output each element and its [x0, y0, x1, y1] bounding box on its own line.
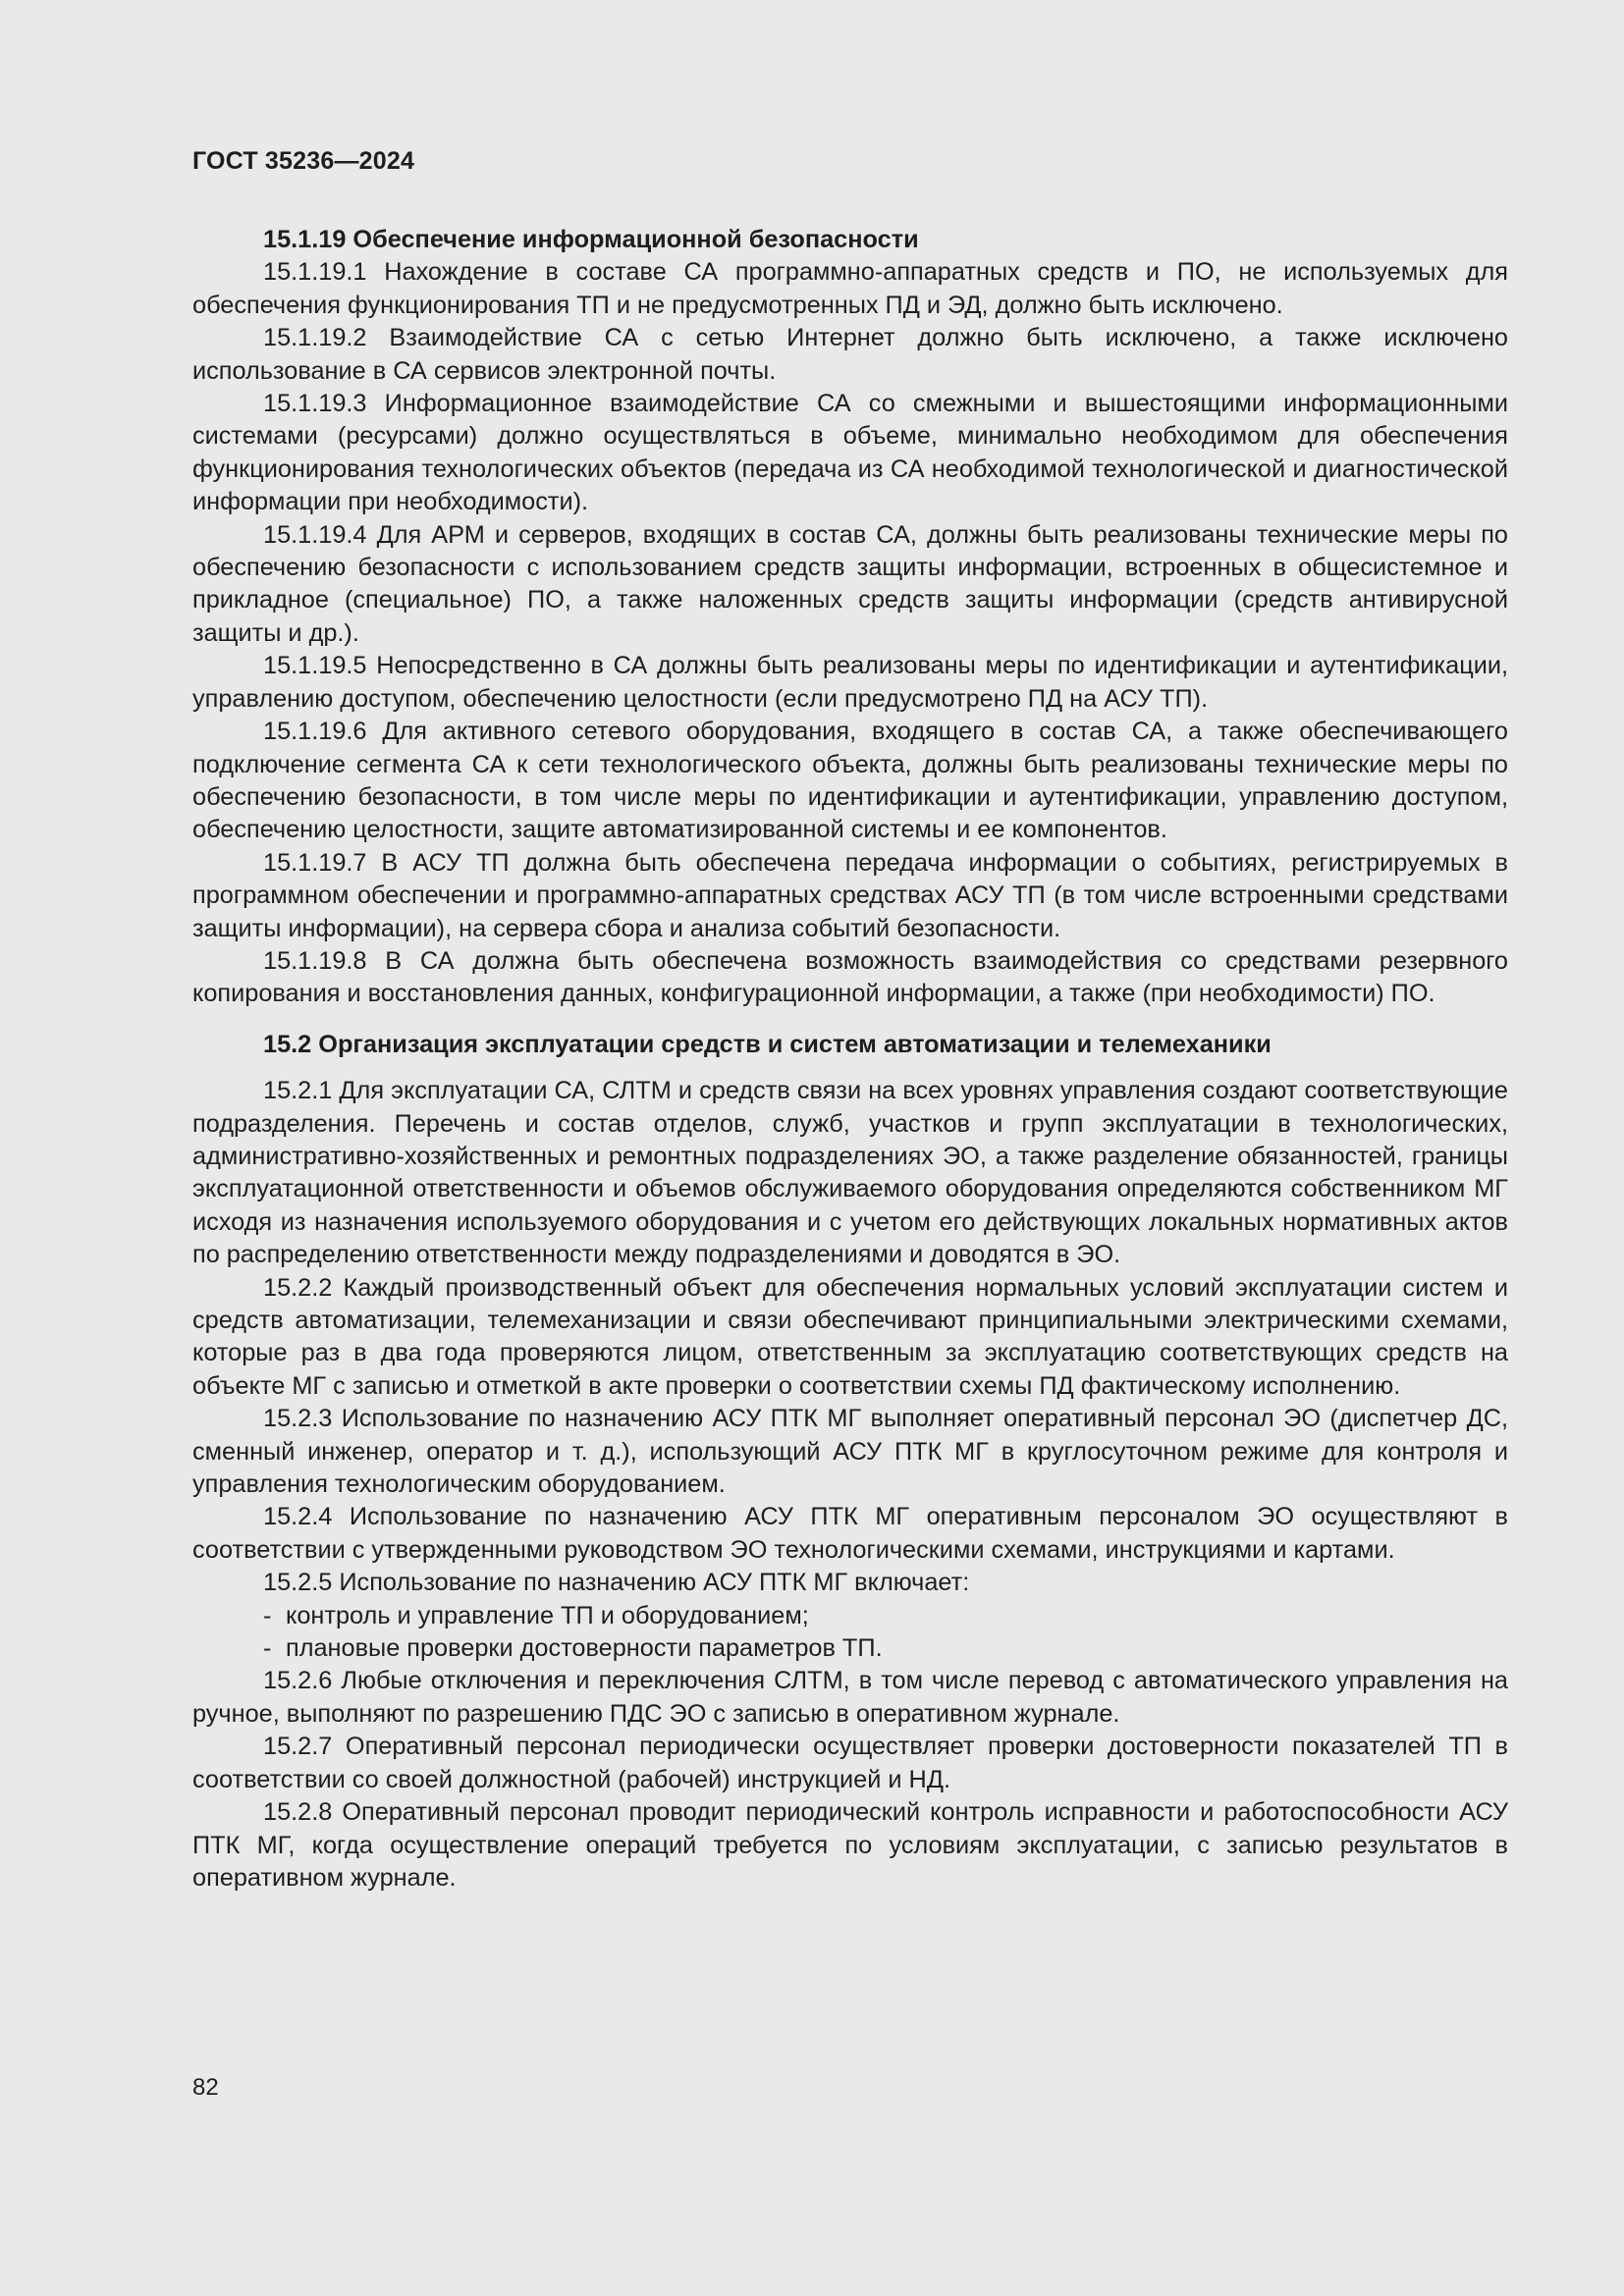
paragraph-15-1-19-6: 15.1.19.6 Для активного сетевого оборудования, входящего в состав СА, а также обеспечивающего подключение сегмента СА к сети технологического объекта, должны быть реализованы технические меры по обеспечению безопасности, в том числе меры по идентификации и аутентификации, управлению доступом, обеспечению целостности, защите автоматизированной системы и ее компонентов.	[192, 718, 1508, 844]
paragraph-15-2-7: 15.2.7 Оперативный персонал периодически осуществляет проверки достоверности показателей ТП в соответствии со своей должностной (рабочей) инструкцией и НД.	[192, 1733, 1508, 1793]
page-body	[192, 224, 1508, 1895]
page-number: 82	[192, 2074, 219, 2101]
list-item-text: контроль и управление ТП и оборудованием;	[286, 1601, 809, 1629]
paragraph-15-2-8: 15.2.8 Оперативный персонал проводит периодический контроль исправности и работоспособности АСУ ПТК МГ, когда осуществление операций требуется по условиям эксплуатации, с записью результатов в оперативном журнале.	[192, 1798, 1508, 1892]
paragraph-15-2-3: 15.2.3 Использование по назначению АСУ ПТК МГ выполняет оперативный персонал ЭО (диспетчер ДС, сменный инженер, оператор и т. д.), использующий АСУ ПТК МГ в круглосуточном режиме для контроля и управления технологическим оборудованием.	[192, 1405, 1508, 1499]
list-dash: -	[263, 1634, 272, 1663]
list-dash: -	[263, 1601, 272, 1629]
paragraph-15-1-19-3: 15.1.19.3 Информационное взаимодействие СА со смежными и вышестоящими информационными системами (ресурсами) должно осуществляться в объеме, минимально необходимом для обеспечения функционирования технологических объектов (передача из СА необходимой технологической и диагностической информации при необходимости).	[192, 390, 1508, 516]
list-item	[192, 1600, 1508, 1632]
list-item-text: плановые проверки достоверности параметров ТП.	[286, 1634, 883, 1663]
paragraph-15-2-5: 15.2.5 Использование по назначению АСУ ПТК МГ включает:	[263, 1569, 970, 1597]
standard-designation: ГОСТ 35236—2024	[192, 147, 415, 175]
paragraph-15-2-1: 15.2.1 Для эксплуатации СА, СЛТМ и средств связи на всех уровнях управления создают соответствующие подразделения. Перечень и состав отделов, служб, участков и групп эксплуатации в технологических, административно-хозяйственных и ремонтных подразделениях ЭО, а также разделение обязанностей, границы эксплуатационной ответственности и объемов обслуживаемого оборудования определяются собственником МГ исходя из назначения используемого оборудования и с учетом его действующих локальных нормативных актов по распределению ответственности между подразделениями и доводятся в ЭО.	[192, 1077, 1508, 1269]
paragraph-15-1-19-7: 15.1.19.7 В АСУ ТП должна быть обеспечена передача информации о событиях, регистрируемых в программном обеспечении и программно-аппаратных средствах АСУ ТП (в том числе встроенными средствами защиты информации), на сервера сбора и анализа событий безопасности.	[192, 848, 1508, 942]
paragraph-15-2-4: 15.2.4 Использование по назначению АСУ ПТК МГ оперативным персоналом ЭО осуществляют в соответствии с утвержденными руководством ЭО технологическими схемами, инструкциями и картами.	[192, 1503, 1508, 1564]
list-item	[192, 1632, 1508, 1665]
paragraph-15-1-19-1: 15.1.19.1 Нахождение в составе СА программно-аппаратных средств и ПО, не используемых для обеспечения функционирования ТП и не предусмотренных ПД и ЭД, должно быть исключено.	[192, 258, 1508, 319]
paragraph-15-1-19-2: 15.1.19.2 Взаимодействие СА с сетью Интернет должно быть исключено, а также исключено использование в СА сервисов электронной почты.	[192, 324, 1508, 385]
paragraph-15-1-19-5: 15.1.19.5 Непосредственно в СА должны быть реализованы меры по идентификации и аутентификации, управлению доступом, обеспечению целостности (если предусмотрено ПД на АСУ ТП).	[192, 652, 1508, 713]
paragraph-15-2-2: 15.2.2 Каждый производственный объект для обеспечения нормальных условий эксплуатации систем и средств автоматизации, телемеханизации и связи обеспечивают принципиальными электрическими схемами, которые раз в два года проверяются лицом, ответственным за эксплуатацию соответствующих средств на объекте МГ с записью и отметкой в акте проверки о соответствии схемы ПД фактическому исполнению.	[192, 1273, 1508, 1400]
paragraph-15-2-6: 15.2.6 Любые отключения и переключения СЛТМ, в том числе перевод с автоматического управления на ручное, выполняют по разрешению ПДС ЭО с записью в оперативном журнале.	[192, 1667, 1508, 1728]
section-heading-15-2: 15.2 Организация эксплуатации средств и систем автоматизации и телемеханики	[263, 1030, 1272, 1058]
paragraph-15-1-19-4: 15.1.19.4 Для АРМ и серверов, входящих в состав СА, должны быть реализованы технические меры по обеспечению безопасности с использованием средств защиты информации, встроенных в общесистемное и прикладное (специальное) ПО, а также наложенных средств защиты информации (средств антивирусной защиты и др.).	[192, 520, 1508, 647]
section-heading-15-1-19: 15.1.19 Обеспечение информационной безопасности	[263, 226, 919, 253]
paragraph-15-1-19-8: 15.1.19.8 В СА должна быть обеспечена возможность взаимодействия со средствами резервного копирования и восстановления данных, конфигурационной информации, а также (при необходимости) ПО.	[192, 946, 1508, 1008]
